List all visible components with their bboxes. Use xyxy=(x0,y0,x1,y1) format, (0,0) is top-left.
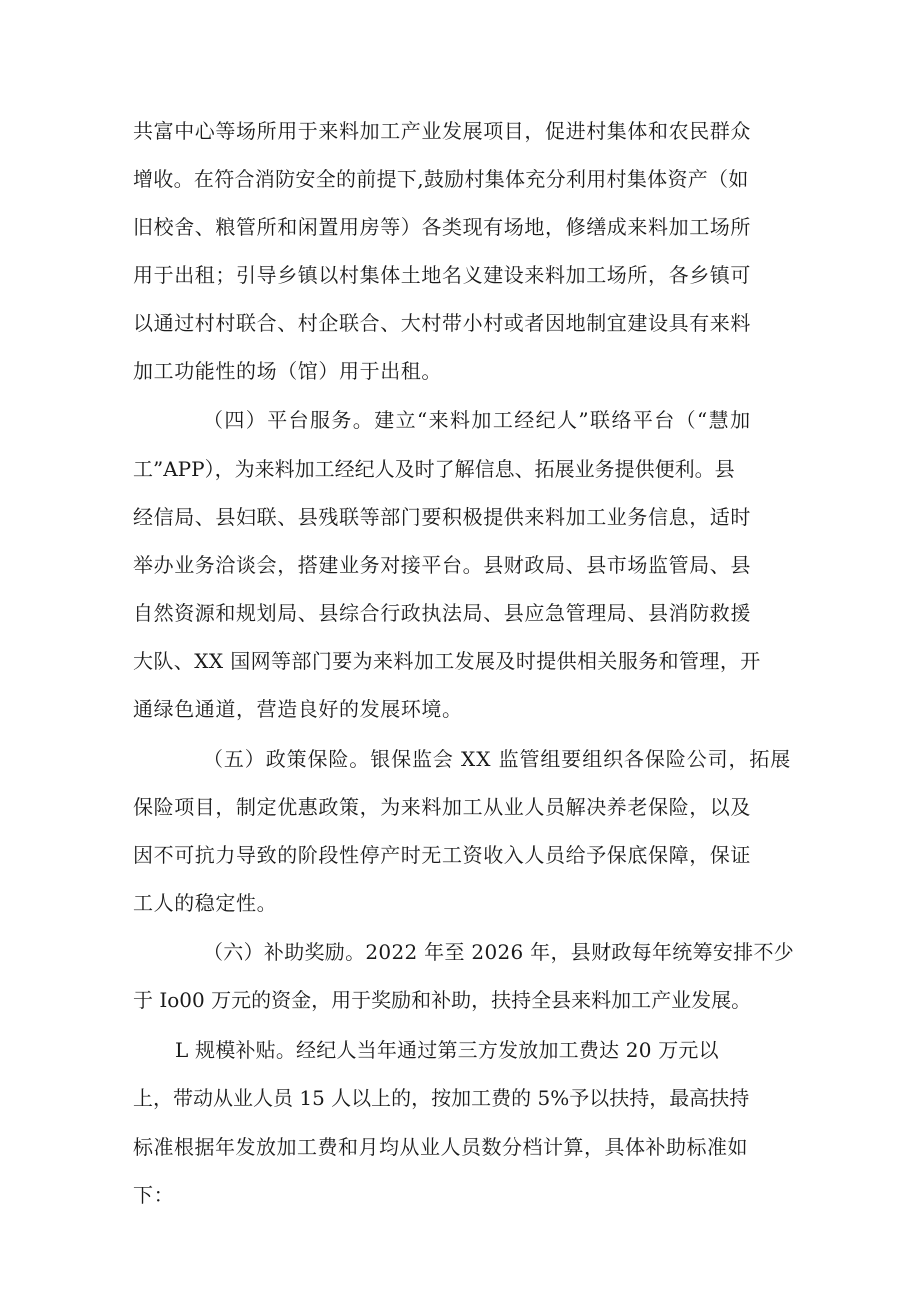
paragraph-line: 增收。在符合消防安全的前提下,鼓励村集体充分利用村集体资产（如 xyxy=(133,167,749,191)
paragraph-line: 共富中心等场所用于来料加工产业发展项目，促进村集体和农民群众 xyxy=(133,119,751,143)
paragraph-line: 以通过村村联合、村企联合、大村带小村或者因地制宜建设具有来料 xyxy=(133,311,751,335)
paragraph-line: 于 Io00 万元的资金，用于奖励和补助，扶持全县来料加工产业发展。 xyxy=(133,988,752,1012)
paragraph-line: 上，带动从业人员 15 人以上的，按加工费的 5%予以扶持，最高扶持 xyxy=(133,1086,750,1110)
paragraph-line: 用于出租；引导乡镇以村集体土地名义建设来料加工场所，各乡镇可 xyxy=(133,263,751,287)
section-six-heading-line: （六）补助奖励。2022 年至 2026 年，县财政每年统筹安排不少 xyxy=(203,940,795,964)
paragraph-line: 保险项目，制定优惠政策，为来料加工从业人员解决养老保险，以及 xyxy=(133,795,751,819)
paragraph-line: 工”APP），为来料加工经纪人及时了解信息、拓展业务提供便利。县 xyxy=(133,457,735,481)
section-four-heading-line: （四）平台服务。建立“来料加工经纪人”联络平台（“慧加 xyxy=(203,408,752,432)
paragraph-line: 通绿色通道，营造良好的发展环境。 xyxy=(133,697,463,721)
paragraph-line: 工人的稳定性。 xyxy=(133,891,278,915)
paragraph-line: 经信局、县妇联、县残联等部门要积极提供来料加工业务信息，适时 xyxy=(133,505,751,529)
paragraph-line: 大队、XX 国网等部门要为来料加工发展及时提供相关服务和管理，开 xyxy=(133,649,761,673)
paragraph-line: 下： xyxy=(133,1183,175,1207)
subsection-heading-line: L 规模补贴。经纪人当年通过第三方发放加工费达 20 万元以 xyxy=(175,1038,719,1062)
paragraph-line: 加工功能性的场（馆）用于出租。 xyxy=(133,359,442,383)
paragraph-line: 因不可抗力导致的阶段性停产时无工资收入人员给予保底保障，保证 xyxy=(133,843,751,867)
paragraph-line: 举办业务洽谈会，搭建业务对接平台。县财政局、县市场监管局、县 xyxy=(133,553,751,577)
paragraph-line: 自然资源和规划局、县综合行政执法局、县应急管理局、县消防救援 xyxy=(133,601,751,625)
paragraph-line: 标准根据年发放加工费和月均从业人员数分档计算，具体补助标准如 xyxy=(133,1135,748,1159)
section-five-heading-line: （五）政策保险。银保监会 XX 监管组要组织各保险公司，拓展 xyxy=(203,747,792,771)
paragraph-line: 旧校舍、粮管所和闲置用房等）各类现有场地，修缮成来料加工场所 xyxy=(133,215,751,239)
